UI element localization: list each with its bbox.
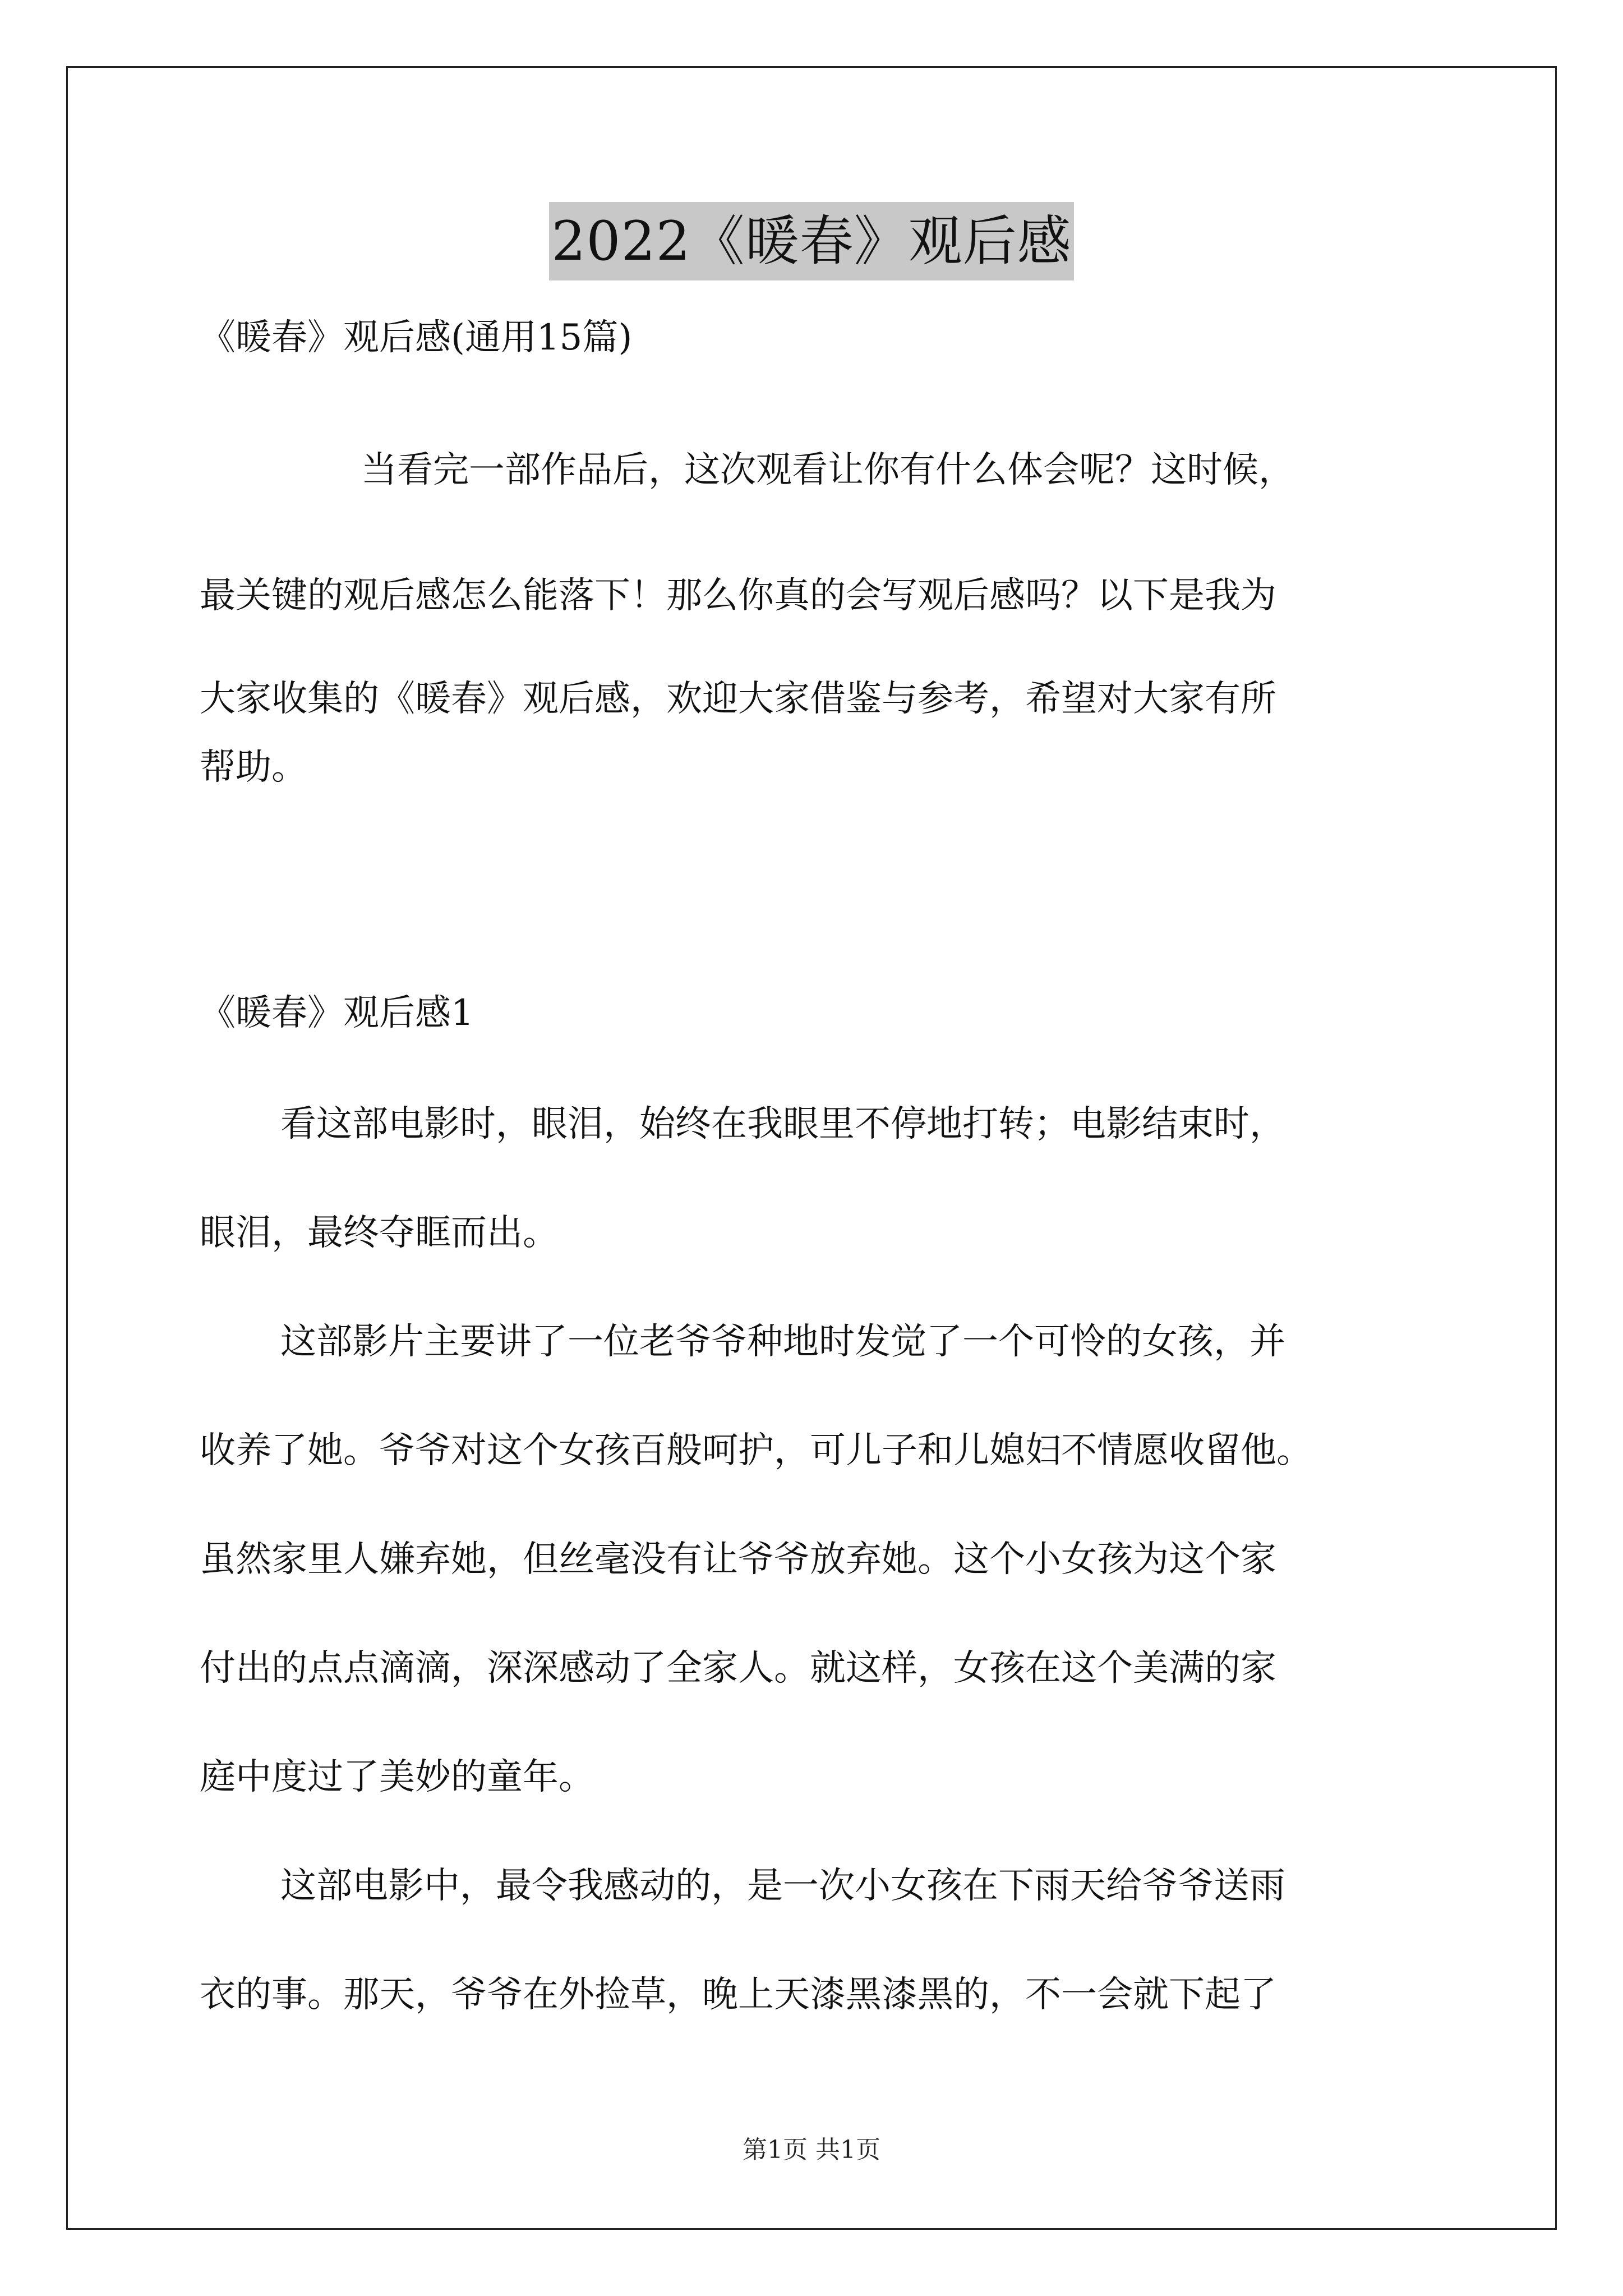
body-line: 这部电影中，最令我感动的，是一次小女孩在下雨天给爷爷送雨 — [280, 1865, 1285, 1907]
body-line: 庭中度过了美妙的童年。 — [200, 1756, 594, 1798]
document-subtitle: 《暖春》观后感(通用15篇) — [200, 317, 633, 358]
intro-line: 帮助。 — [200, 747, 307, 788]
body-line: 虽然家里人嫌弃她，但丝毫没有让爷爷放弃她。这个小女孩为这个家 — [200, 1539, 1276, 1580]
page-footer: 第1页 共1页 — [743, 2136, 880, 2164]
intro-line: 最关键的观后感怎么能落下！那么你真的会写观后感吗？以下是我为 — [200, 575, 1276, 616]
body-line: 看这部电影时，眼泪，始终在我眼里不停地打转；电影结束时， — [280, 1103, 1285, 1145]
body-line: 这部影片主要讲了一位老爷爷种地时发觉了一个可怜的女孩，并 — [280, 1321, 1285, 1363]
section-heading: 《暖春》观后感1 — [200, 992, 474, 1034]
body-line: 付出的点点滴滴，深深感动了全家人。就这样，女孩在这个美满的家 — [200, 1648, 1276, 1689]
intro-line: 当看完一部作品后，这次观看让你有什么体会呢？这时候， — [361, 449, 1294, 491]
body-line: 收养了她。爷爷对这个女孩百般呵护，可儿子和儿媳妇不情愿收留他。 — [200, 1430, 1312, 1471]
intro-line: 大家收集的《暖春》观后感，欢迎大家借鉴与参考，希望对大家有所 — [200, 678, 1276, 720]
document-title: 2022《暖春》观后感 — [549, 202, 1073, 280]
body-line: 眼泪，最终夺眶而出。 — [200, 1212, 559, 1254]
body-line: 衣的事。那天，爷爷在外捡草，晚上天漆黑漆黑的，不一会就下起了 — [200, 1974, 1276, 2016]
title-container — [0, 202, 1623, 280]
